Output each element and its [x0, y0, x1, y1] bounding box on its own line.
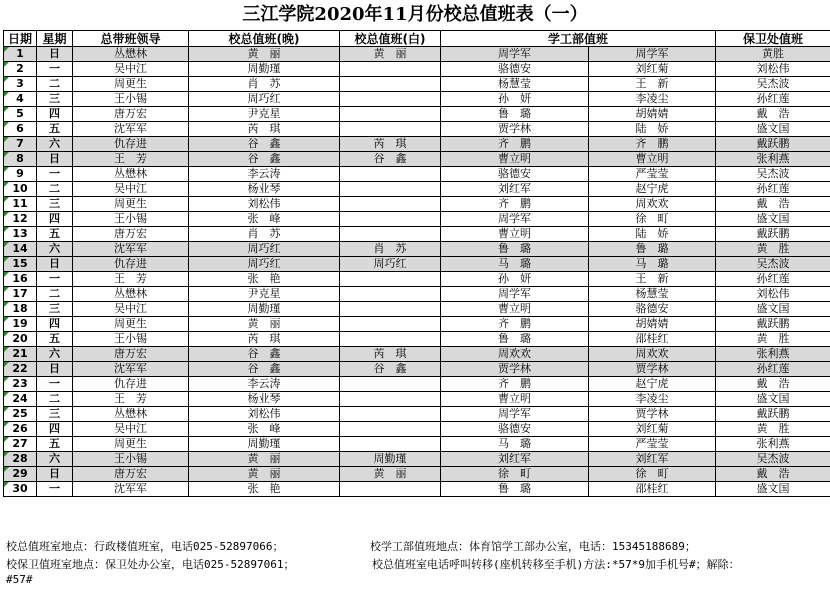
cell-student-affairs-2: 刘红菊 [589, 422, 716, 437]
cell-leader: 丛懋林 [73, 167, 189, 182]
cell-date: 10 [4, 182, 37, 197]
cell-date: 2 [4, 62, 37, 77]
table-row [4, 377, 830, 392]
cell-student-affairs-1: 周学军 [441, 47, 589, 62]
cell-night-duty: 张 峰 [189, 212, 340, 227]
cell-security: 吴杰波 [716, 77, 830, 92]
cell-day-duty [340, 317, 441, 332]
cell-day-duty [340, 62, 441, 77]
cell-weekday: 四 [37, 212, 73, 227]
cell-night-duty: 芮 琪 [189, 122, 340, 137]
cell-security: 戴跃鹏 [716, 407, 830, 422]
cell-student-affairs-2: 胡婧婧 [589, 107, 716, 122]
cell-security: 孙红莲 [716, 362, 830, 377]
cell-night-duty: 张 艳 [189, 482, 340, 497]
cell-date: 6 [4, 122, 37, 137]
header-date: 日期 [4, 31, 37, 47]
footer-student-affairs-location: 校学工部值班地点：体育馆学工部办公室，电话：15345188689； [370, 540, 696, 553]
cell-weekday: 三 [37, 407, 73, 422]
table-row [4, 347, 830, 362]
cell-weekday: 一 [37, 167, 73, 182]
cell-weekday: 日 [37, 362, 73, 377]
cell-student-affairs-1: 曹立明 [441, 302, 589, 317]
table-row [4, 407, 830, 422]
cell-leader: 沈军军 [73, 242, 189, 257]
cell-student-affairs-1: 曹立明 [441, 152, 589, 167]
cell-student-affairs-1: 鲁 璐 [441, 332, 589, 347]
cell-leader: 王 芳 [73, 152, 189, 167]
cell-day-duty: 周巧红 [340, 257, 441, 272]
cell-security: 吴杰波 [716, 452, 830, 467]
cell-leader: 沈军军 [73, 482, 189, 497]
cell-date: 19 [4, 317, 37, 332]
cell-weekday: 六 [37, 242, 73, 257]
cell-leader: 丛懋林 [73, 287, 189, 302]
cell-date: 1 [4, 47, 37, 62]
cell-security: 盛文国 [716, 212, 830, 227]
cell-student-affairs-1: 贾学林 [441, 122, 589, 137]
cell-day-duty: 周勤瑾 [340, 452, 441, 467]
cell-weekday: 三 [37, 197, 73, 212]
cell-weekday: 一 [37, 272, 73, 287]
cell-leader: 王小锡 [73, 332, 189, 347]
cell-leader: 吴中江 [73, 182, 189, 197]
cell-night-duty: 周巧红 [189, 92, 340, 107]
table-row [4, 422, 830, 437]
cell-security: 黄胜 [716, 47, 830, 62]
cell-day-duty [340, 182, 441, 197]
cell-student-affairs-2: 严莹莹 [589, 167, 716, 182]
cell-student-affairs-1: 骆德安 [441, 422, 589, 437]
cell-weekday: 二 [37, 182, 73, 197]
cell-security: 张利燕 [716, 152, 830, 167]
cell-leader: 吴中江 [73, 422, 189, 437]
table-row [4, 362, 830, 377]
cell-date: 30 [4, 482, 37, 497]
cell-day-duty [340, 227, 441, 242]
cell-student-affairs-2: 陆 娇 [589, 122, 716, 137]
cell-weekday: 日 [37, 257, 73, 272]
cell-night-duty: 杨业琴 [189, 182, 340, 197]
cell-weekday: 日 [37, 47, 73, 62]
cell-date: 13 [4, 227, 37, 242]
cell-weekday: 六 [37, 137, 73, 152]
cell-night-duty: 刘松伟 [189, 407, 340, 422]
cell-student-affairs-2: 马 璐 [589, 257, 716, 272]
cell-weekday: 六 [37, 347, 73, 362]
cell-day-duty: 黄 丽 [340, 467, 441, 482]
cell-date: 22 [4, 362, 37, 377]
cell-leader: 周更生 [73, 317, 189, 332]
cell-security: 戴跃鹏 [716, 317, 830, 332]
cell-day-duty [340, 482, 441, 497]
cell-date: 11 [4, 197, 37, 212]
cell-student-affairs-2: 周学军 [589, 47, 716, 62]
cell-night-duty: 尹克星 [189, 107, 340, 122]
cell-leader: 唐万宏 [73, 347, 189, 362]
cell-student-affairs-1: 周欢欢 [441, 347, 589, 362]
cell-student-affairs-2: 骆德安 [589, 302, 716, 317]
cell-student-affairs-2: 杨慧莹 [589, 287, 716, 302]
cell-night-duty: 谷 鑫 [189, 347, 340, 362]
cell-day-duty [340, 437, 441, 452]
cell-security: 盛文国 [716, 392, 830, 407]
cell-student-affairs-1: 齐 鹏 [441, 317, 589, 332]
cell-leader: 仇存进 [73, 137, 189, 152]
cell-night-duty: 肖 苏 [189, 227, 340, 242]
cell-student-affairs-1: 刘红军 [441, 452, 589, 467]
cell-day-duty: 谷 鑫 [340, 152, 441, 167]
cell-date: 9 [4, 167, 37, 182]
cell-student-affairs-2: 李凌尘 [589, 92, 716, 107]
cell-date: 20 [4, 332, 37, 347]
cell-weekday: 一 [37, 482, 73, 497]
cell-student-affairs-2: 陆 娇 [589, 227, 716, 242]
cell-student-affairs-2: 贾学林 [589, 407, 716, 422]
cell-night-duty: 芮 琪 [189, 332, 340, 347]
cell-date: 8 [4, 152, 37, 167]
cell-date: 3 [4, 77, 37, 92]
cell-security: 孙红莲 [716, 182, 830, 197]
cell-student-affairs-2: 王 新 [589, 272, 716, 287]
cell-security: 吴杰波 [716, 257, 830, 272]
cell-security: 吴杰波 [716, 167, 830, 182]
cell-date: 4 [4, 92, 37, 107]
cell-student-affairs-2: 李凌尘 [589, 392, 716, 407]
cell-date: 5 [4, 107, 37, 122]
cell-day-duty: 芮 琪 [340, 347, 441, 362]
cell-weekday: 一 [37, 377, 73, 392]
cell-security: 张利燕 [716, 437, 830, 452]
cell-student-affairs-2: 邵桂红 [589, 332, 716, 347]
cell-security: 盛文国 [716, 302, 830, 317]
cell-weekday: 日 [37, 152, 73, 167]
cell-day-duty [340, 377, 441, 392]
cell-night-duty: 杨业琴 [189, 392, 340, 407]
cell-security: 戴 浩 [716, 107, 830, 122]
cell-weekday: 日 [37, 467, 73, 482]
cell-student-affairs-2: 胡婧婧 [589, 317, 716, 332]
cell-student-affairs-1: 孙 妍 [441, 92, 589, 107]
cell-student-affairs-1: 骆德安 [441, 62, 589, 77]
cell-leader: 周更生 [73, 197, 189, 212]
cell-security: 刘松伟 [716, 62, 830, 77]
cell-student-affairs-2: 徐 町 [589, 467, 716, 482]
cell-night-duty: 肖 苏 [189, 77, 340, 92]
cell-date: 12 [4, 212, 37, 227]
cell-night-duty: 谷 鑫 [189, 152, 340, 167]
header-security: 保卫处值班 [716, 31, 830, 47]
cell-day-duty [340, 122, 441, 137]
table-row [4, 287, 830, 302]
cell-day-duty: 肖 苏 [340, 242, 441, 257]
cell-leader: 王小锡 [73, 212, 189, 227]
table-row [4, 467, 830, 482]
cell-student-affairs-1: 徐 町 [441, 467, 589, 482]
table-row [4, 452, 830, 467]
cell-security: 戴跃鹏 [716, 137, 830, 152]
table-row [4, 107, 830, 122]
cell-student-affairs-1: 周学军 [441, 212, 589, 227]
cell-student-affairs-1: 骆德安 [441, 167, 589, 182]
cell-leader: 沈军军 [73, 122, 189, 137]
cell-night-duty: 周勤瑾 [189, 62, 340, 77]
table-row [4, 137, 830, 152]
cell-day-duty: 黄 丽 [340, 47, 441, 62]
cell-weekday: 五 [37, 332, 73, 347]
cell-weekday: 五 [37, 122, 73, 137]
cell-leader: 唐万宏 [73, 107, 189, 122]
cell-security: 盛文国 [716, 122, 830, 137]
cell-security: 戴 浩 [716, 377, 830, 392]
cell-night-duty: 周勤瑾 [189, 302, 340, 317]
cell-night-duty: 黄 丽 [189, 47, 340, 62]
cell-date: 14 [4, 242, 37, 257]
cell-day-duty: 芮 琪 [340, 137, 441, 152]
cell-day-duty [340, 272, 441, 287]
cell-day-duty [340, 197, 441, 212]
cell-night-duty: 张 峰 [189, 422, 340, 437]
cell-date: 25 [4, 407, 37, 422]
header-leader: 总带班领导 [73, 31, 189, 47]
cell-leader: 吴中江 [73, 62, 189, 77]
cell-security: 黄 胜 [716, 422, 830, 437]
cell-leader: 丛懋林 [73, 47, 189, 62]
cell-student-affairs-2: 刘红菊 [589, 62, 716, 77]
cell-night-duty: 黄 丽 [189, 317, 340, 332]
cell-security: 黄 胜 [716, 332, 830, 347]
cell-date: 7 [4, 137, 37, 152]
cell-leader: 唐万宏 [73, 227, 189, 242]
cell-security: 孙红莲 [716, 272, 830, 287]
cell-date: 29 [4, 467, 37, 482]
cell-student-affairs-1: 刘红军 [441, 182, 589, 197]
cell-student-affairs-2: 徐 町 [589, 212, 716, 227]
cell-student-affairs-1: 曹立明 [441, 227, 589, 242]
cell-student-affairs-1: 齐 鹏 [441, 377, 589, 392]
page-title: 三江学院2020年11月份校总值班表（一） [242, 4, 588, 25]
table-row [4, 152, 830, 167]
table-row [4, 77, 830, 92]
cell-weekday: 六 [37, 452, 73, 467]
cell-leader: 仇存进 [73, 377, 189, 392]
cell-night-duty: 周勤瑾 [189, 437, 340, 452]
footer-cancel-code: #57# [6, 573, 33, 586]
cell-security: 张利燕 [716, 347, 830, 362]
header-night-duty: 校总值班(晚) [189, 31, 340, 47]
cell-student-affairs-1: 鲁 璐 [441, 482, 589, 497]
cell-day-duty [340, 302, 441, 317]
cell-leader: 仇存进 [73, 257, 189, 272]
cell-student-affairs-2: 鲁 璐 [589, 242, 716, 257]
cell-day-duty [340, 107, 441, 122]
cell-night-duty: 谷 鑫 [189, 362, 340, 377]
cell-date: 17 [4, 287, 37, 302]
cell-student-affairs-2: 周欢欢 [589, 197, 716, 212]
table-row [4, 167, 830, 182]
cell-student-affairs-1: 周学军 [441, 287, 589, 302]
cell-date: 28 [4, 452, 37, 467]
cell-student-affairs-2: 刘红军 [589, 452, 716, 467]
table-row [4, 122, 830, 137]
cell-day-duty: 谷 鑫 [340, 362, 441, 377]
cell-leader: 丛懋林 [73, 407, 189, 422]
cell-student-affairs-2: 赵宁虎 [589, 182, 716, 197]
table-row [4, 302, 830, 317]
cell-weekday: 四 [37, 422, 73, 437]
cell-student-affairs-1: 周学军 [441, 407, 589, 422]
cell-date: 15 [4, 257, 37, 272]
table-row [4, 437, 830, 452]
cell-student-affairs-2: 严莹莹 [589, 437, 716, 452]
duty-table [3, 30, 830, 497]
footer-office-location: 校总值班室地点：行政楼值班室，电话025-52897066； [6, 540, 284, 553]
cell-weekday: 四 [37, 107, 73, 122]
header-day-duty: 校总值班(白) [340, 31, 441, 47]
cell-night-duty: 周巧红 [189, 242, 340, 257]
cell-student-affairs-2: 齐 鹏 [589, 137, 716, 152]
cell-leader: 周更生 [73, 437, 189, 452]
cell-night-duty: 刘松伟 [189, 197, 340, 212]
table-row [4, 317, 830, 332]
table-row [4, 257, 830, 272]
cell-night-duty: 李云涛 [189, 377, 340, 392]
footer-call-forward: 校总值班室电话呼叫转移(座机转移至手机)方法:*57*9加手机号#；解除： [372, 558, 740, 571]
cell-day-duty [340, 332, 441, 347]
cell-leader: 唐万宏 [73, 467, 189, 482]
cell-student-affairs-1: 孙 妍 [441, 272, 589, 287]
cell-weekday: 三 [37, 92, 73, 107]
cell-weekday: 五 [37, 437, 73, 452]
cell-student-affairs-1: 曹立明 [441, 392, 589, 407]
cell-night-duty: 黄 丽 [189, 467, 340, 482]
cell-date: 23 [4, 377, 37, 392]
table-row [4, 182, 830, 197]
cell-day-duty [340, 392, 441, 407]
cell-date: 27 [4, 437, 37, 452]
table-row [4, 92, 830, 107]
table-row [4, 242, 830, 257]
cell-leader: 周更生 [73, 77, 189, 92]
cell-student-affairs-1: 齐 鹏 [441, 197, 589, 212]
header-row [4, 31, 830, 47]
cell-night-duty: 张 艳 [189, 272, 340, 287]
cell-day-duty [340, 77, 441, 92]
cell-student-affairs-2: 曹立明 [589, 152, 716, 167]
table-row [4, 332, 830, 347]
table-row [4, 392, 830, 407]
cell-weekday: 一 [37, 62, 73, 77]
cell-date: 21 [4, 347, 37, 362]
header-weekday: 星期 [37, 31, 73, 47]
cell-weekday: 二 [37, 392, 73, 407]
cell-student-affairs-2: 贾学林 [589, 362, 716, 377]
cell-weekday: 二 [37, 77, 73, 92]
cell-leader: 王 芳 [73, 272, 189, 287]
table-row [4, 62, 830, 77]
cell-date: 26 [4, 422, 37, 437]
table-row [4, 482, 830, 497]
cell-student-affairs-1: 齐 鹏 [441, 137, 589, 152]
cell-day-duty [340, 167, 441, 182]
header-student-affairs: 学工部值班 [441, 31, 716, 47]
cell-night-duty: 尹克星 [189, 287, 340, 302]
cell-day-duty [340, 92, 441, 107]
table-row [4, 227, 830, 242]
cell-day-duty [340, 407, 441, 422]
cell-day-duty [340, 287, 441, 302]
cell-weekday: 五 [37, 227, 73, 242]
cell-day-duty [340, 212, 441, 227]
cell-student-affairs-2: 赵宁虎 [589, 377, 716, 392]
cell-student-affairs-1: 马 璐 [441, 257, 589, 272]
cell-student-affairs-1: 鲁 璐 [441, 242, 589, 257]
cell-weekday: 四 [37, 317, 73, 332]
cell-leader: 王 芳 [73, 392, 189, 407]
cell-security: 黄 胜 [716, 242, 830, 257]
table-row [4, 212, 830, 227]
cell-date: 16 [4, 272, 37, 287]
cell-student-affairs-1: 鲁 璐 [441, 107, 589, 122]
cell-night-duty: 李云涛 [189, 167, 340, 182]
cell-student-affairs-2: 王 新 [589, 77, 716, 92]
cell-weekday: 二 [37, 287, 73, 302]
cell-date: 24 [4, 392, 37, 407]
cell-security: 戴跃鹏 [716, 227, 830, 242]
cell-night-duty: 周巧红 [189, 257, 340, 272]
cell-leader: 王小锡 [73, 92, 189, 107]
cell-student-affairs-1: 贾学林 [441, 362, 589, 377]
cell-security: 戴 浩 [716, 197, 830, 212]
table-row [4, 47, 830, 62]
cell-student-affairs-1: 杨慧莹 [441, 77, 589, 92]
cell-night-duty: 黄 丽 [189, 452, 340, 467]
cell-security: 刘松伟 [716, 287, 830, 302]
cell-day-duty [340, 422, 441, 437]
cell-security: 戴 浩 [716, 467, 830, 482]
cell-student-affairs-2: 邵桂红 [589, 482, 716, 497]
cell-weekday: 三 [37, 302, 73, 317]
footer-security-location: 校保卫值班室地点：保卫处办公室，电话025-52897061； [6, 558, 295, 571]
cell-date: 18 [4, 302, 37, 317]
cell-leader: 吴中江 [73, 302, 189, 317]
cell-leader: 王小锡 [73, 452, 189, 467]
table-row [4, 197, 830, 212]
cell-leader: 沈军军 [73, 362, 189, 377]
cell-student-affairs-1: 马 璐 [441, 437, 589, 452]
cell-security: 盛文国 [716, 482, 830, 497]
table-row [4, 272, 830, 287]
cell-security: 孙红莲 [716, 92, 830, 107]
cell-student-affairs-2: 周欢欢 [589, 347, 716, 362]
cell-night-duty: 谷 鑫 [189, 137, 340, 152]
